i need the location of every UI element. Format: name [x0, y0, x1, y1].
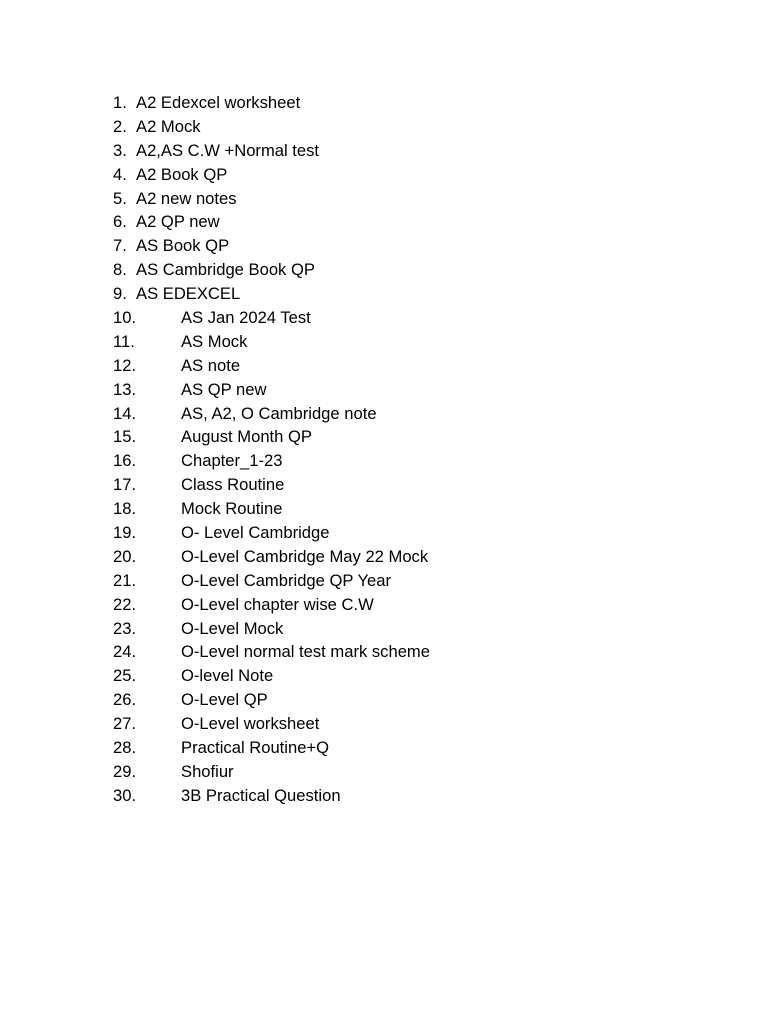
- list-item-text: O- Level Cambridge: [181, 523, 330, 543]
- list-item-text: AS Cambridge Book QP: [136, 260, 315, 280]
- list-item-number: 9.: [113, 284, 127, 304]
- list-item-text: AS Book QP: [136, 236, 230, 256]
- list-item-text: Shofiur: [181, 761, 234, 781]
- list-item-number: 8.: [113, 260, 127, 280]
- list-item-text: O-Level normal test mark scheme: [181, 642, 430, 662]
- list-item-text: O-Level Cambridge QP Year: [181, 570, 391, 590]
- list-item-number: 4.: [113, 164, 127, 184]
- list-item-text: AS Mock: [181, 331, 248, 351]
- list-item-number: 16.: [113, 451, 137, 471]
- list-item-text: AS EDEXCEL: [136, 284, 241, 304]
- list-item-number: 25.: [113, 666, 137, 686]
- list-item-number: 17.: [113, 475, 137, 495]
- list-item-number: 30.: [113, 785, 137, 805]
- list-item-text: O-Level worksheet: [181, 714, 320, 734]
- list-item-number: 15.: [113, 427, 137, 447]
- list-item-text: Practical Routine+Q: [181, 738, 330, 758]
- list-item-number: 12.: [113, 355, 137, 375]
- list-item-text: AS Jan 2024 Test: [181, 308, 311, 328]
- list-item-number: 23.: [113, 618, 137, 638]
- list-item-text: Mock Routine: [181, 499, 283, 519]
- list-item-number: 1.: [113, 93, 127, 112]
- list-item-number: 3.: [113, 140, 127, 160]
- list-item-text: O-Level Cambridge May 22 Mock: [181, 546, 429, 566]
- list-item-number: 21.: [113, 570, 137, 590]
- list-item-text: Class Routine: [181, 475, 285, 495]
- list-item-text: A2,AS C.W +Normal test: [136, 140, 320, 160]
- list-item-number: 14.: [113, 403, 137, 423]
- list-item-number: 10.: [113, 308, 137, 328]
- list-item-number: 7.: [113, 236, 127, 256]
- list-item-number: 18.: [113, 499, 137, 519]
- list-item-number: 24.: [113, 642, 137, 662]
- list-item-text: AS QP new: [181, 379, 267, 399]
- list-item-number: 13.: [113, 379, 137, 399]
- list-item-number: 19.: [113, 523, 137, 543]
- list-item-text: A2 new notes: [136, 188, 237, 208]
- list-item-number: 28.: [113, 738, 137, 758]
- list-item-number: 20.: [113, 546, 137, 566]
- list-item-text: A2 Book QP: [136, 164, 228, 184]
- list-item-text: AS note: [181, 355, 241, 375]
- list-item-number: 2.: [113, 116, 127, 136]
- list-item-number: 27.: [113, 714, 137, 734]
- list-item-text: Chapter_1-23: [181, 451, 283, 471]
- list-item-text: O-Level chapter wise C.W: [181, 594, 374, 614]
- list-item-number: 5.: [113, 188, 127, 208]
- list-item-text: O-Level QP: [181, 690, 268, 710]
- list-item-number: 6.: [113, 212, 127, 232]
- list-item-text: A2 QP new: [136, 212, 220, 232]
- list-item-text: August Month QP: [181, 427, 312, 447]
- list-item-text: O-level Note: [181, 666, 274, 686]
- list-item-text: 3B Practical Question: [181, 785, 341, 805]
- list-item-number: 22.: [113, 594, 137, 614]
- list-item-number: 26.: [113, 690, 137, 710]
- list-item-number: 29.: [113, 761, 137, 781]
- list-item-text: O-Level Mock: [181, 618, 284, 638]
- list-item-text: AS, A2, O Cambridge note: [181, 403, 377, 423]
- list-item-text: A2 Mock: [136, 116, 201, 136]
- list-item-number: 11.: [113, 331, 135, 351]
- list-item-text: A2 Edexcel worksheet: [136, 93, 301, 112]
